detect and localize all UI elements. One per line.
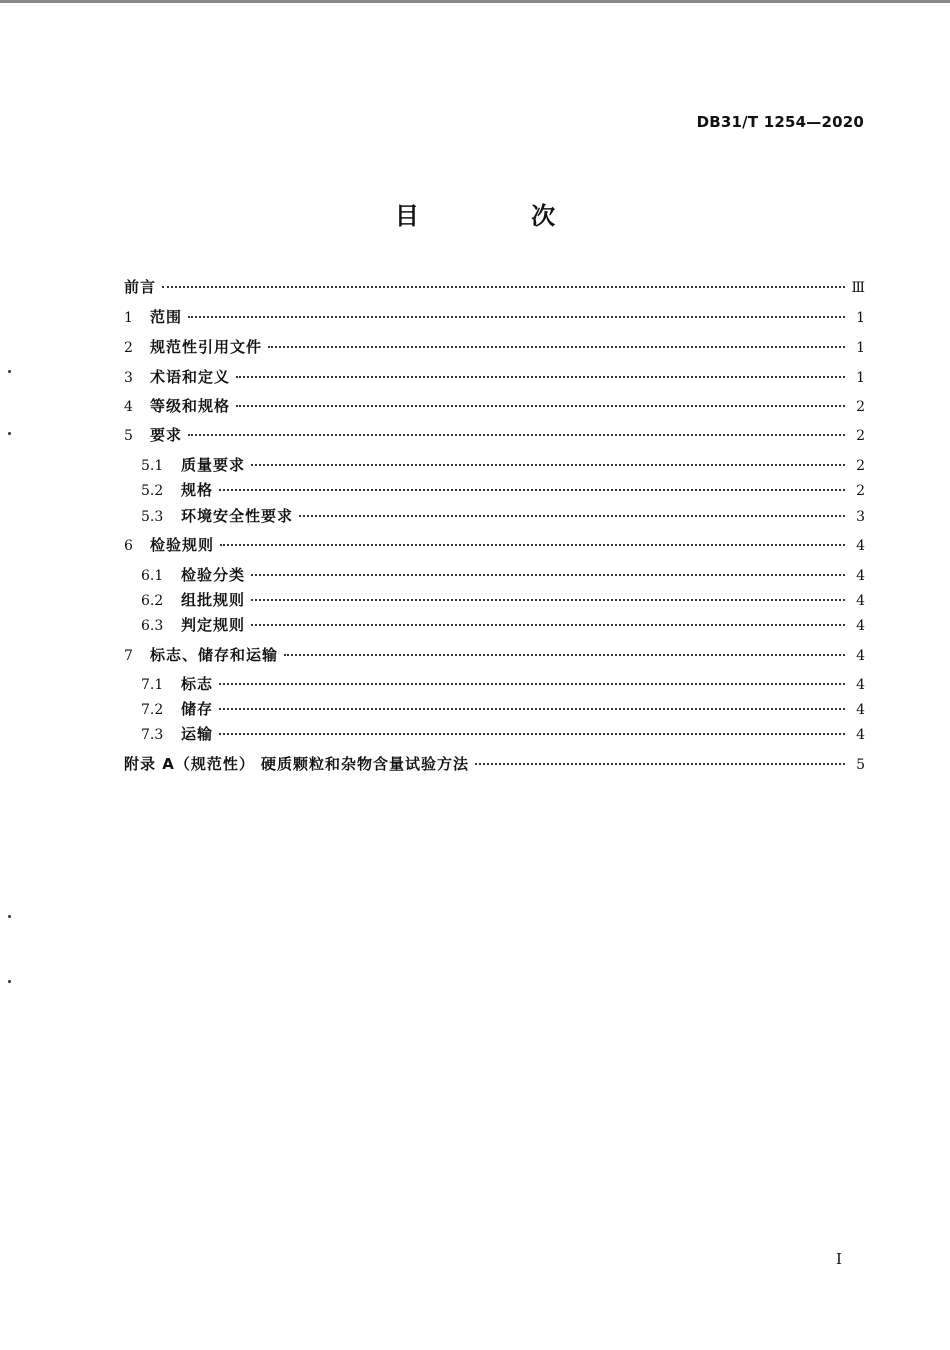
toc-page: 2 xyxy=(856,428,865,444)
scan-mark xyxy=(8,370,11,373)
toc-label: 术语和定义 xyxy=(150,368,231,386)
toc-label: 环境安全性要求 xyxy=(181,507,294,525)
toc-page: 5 xyxy=(856,757,865,773)
toc-page: 3 xyxy=(856,509,865,525)
toc-label: 标志 xyxy=(181,675,214,693)
toc-leader xyxy=(236,405,845,407)
toc-page: 1 xyxy=(856,340,865,356)
toc-label: 判定规则 xyxy=(181,616,246,634)
toc-page: 4 xyxy=(856,593,865,609)
toc-entry[interactable] xyxy=(124,589,865,611)
toc-entry[interactable] xyxy=(124,723,865,745)
footer-page-number: I xyxy=(836,1250,842,1268)
toc-entry[interactable] xyxy=(124,614,865,636)
toc-label: 储存 xyxy=(181,700,214,718)
toc-entry[interactable] xyxy=(124,276,865,298)
toc-page: 4 xyxy=(856,702,865,718)
toc-page: 4 xyxy=(856,568,865,584)
toc-leader xyxy=(299,515,845,517)
toc-number: 5 xyxy=(124,428,133,444)
scan-mark xyxy=(8,915,11,918)
toc-entry[interactable] xyxy=(124,753,865,775)
toc-page: 2 xyxy=(856,458,865,474)
toc-leader xyxy=(220,544,845,546)
toc-page: 4 xyxy=(856,618,865,634)
toc-label: 规范性引用文件 xyxy=(150,338,263,356)
toc-number: 5.3 xyxy=(141,509,164,525)
toc-entry[interactable] xyxy=(124,306,865,328)
toc-leader xyxy=(268,346,845,348)
toc-leader xyxy=(251,574,845,576)
toc-entry[interactable] xyxy=(124,673,865,695)
toc-number: 7.3 xyxy=(141,727,164,743)
toc-page: 1 xyxy=(856,310,865,326)
toc-page: 4 xyxy=(856,677,865,693)
toc-leader xyxy=(251,624,845,626)
toc-label: 要求 xyxy=(150,426,183,444)
toc-number: 7 xyxy=(124,648,133,664)
toc-number: 6.1 xyxy=(141,568,164,584)
toc-label: 运输 xyxy=(181,725,214,743)
toc-number: 5.2 xyxy=(141,483,164,499)
toc-label: 质量要求 xyxy=(181,456,246,474)
page-title: 目 次 xyxy=(394,202,608,230)
toc-number: 4 xyxy=(124,399,133,415)
toc-entry[interactable] xyxy=(124,534,865,556)
toc-leader xyxy=(251,464,845,466)
toc-entry[interactable] xyxy=(124,336,865,358)
toc-label: 范围 xyxy=(150,308,183,326)
top-border-line xyxy=(0,0,950,3)
toc-leader xyxy=(284,654,845,656)
toc-leader xyxy=(219,708,845,710)
toc-entry[interactable] xyxy=(124,424,865,446)
toc-leader xyxy=(219,733,845,735)
document-code: DB31/T 1254—2020 xyxy=(696,113,864,131)
toc-leader xyxy=(219,489,845,491)
toc-label: 前言 xyxy=(124,278,157,296)
toc-entry[interactable] xyxy=(124,564,865,586)
toc-entry[interactable] xyxy=(124,505,865,527)
toc-page: Ⅲ xyxy=(851,280,865,296)
toc-number: 7.1 xyxy=(141,677,164,693)
toc-label: 组批规则 xyxy=(181,591,246,609)
toc-label: 检验规则 xyxy=(150,536,215,554)
toc-entry[interactable] xyxy=(124,395,865,417)
toc-number: 6.3 xyxy=(141,618,164,634)
toc-leader xyxy=(188,434,845,436)
toc-number: 6 xyxy=(124,538,133,554)
toc-leader xyxy=(188,316,845,318)
toc-label: 规格 xyxy=(181,481,214,499)
toc-entry[interactable] xyxy=(124,366,865,388)
toc-label: 等级和规格 xyxy=(150,397,231,415)
toc-number: 1 xyxy=(124,310,133,326)
toc-number: 3 xyxy=(124,370,133,386)
toc-number: 5.1 xyxy=(141,458,164,474)
toc-label: 检验分类 xyxy=(181,566,246,584)
toc-leader xyxy=(475,763,845,765)
toc-number: 2 xyxy=(124,340,133,356)
toc-number: 6.2 xyxy=(141,593,164,609)
toc-leader xyxy=(236,376,845,378)
toc-leader xyxy=(162,286,845,288)
toc-number: 7.2 xyxy=(141,702,164,718)
scan-mark xyxy=(8,980,11,983)
toc-entry[interactable] xyxy=(124,454,865,476)
toc-page: 1 xyxy=(856,370,865,386)
toc-leader xyxy=(251,599,845,601)
scan-mark xyxy=(8,432,11,435)
toc-page: 2 xyxy=(856,483,865,499)
toc-page: 4 xyxy=(856,648,865,664)
toc-entry[interactable] xyxy=(124,644,865,666)
toc-entry[interactable] xyxy=(124,479,865,501)
toc-label: 附录 A（规范性） 硬质颗粒和杂物含量试验方法 xyxy=(124,755,470,773)
toc-entry[interactable] xyxy=(124,698,865,720)
toc-page: 4 xyxy=(856,727,865,743)
toc-page: 2 xyxy=(856,399,865,415)
toc-leader xyxy=(219,683,845,685)
toc-page: 4 xyxy=(856,538,865,554)
toc-label: 标志、储存和运输 xyxy=(150,646,279,664)
